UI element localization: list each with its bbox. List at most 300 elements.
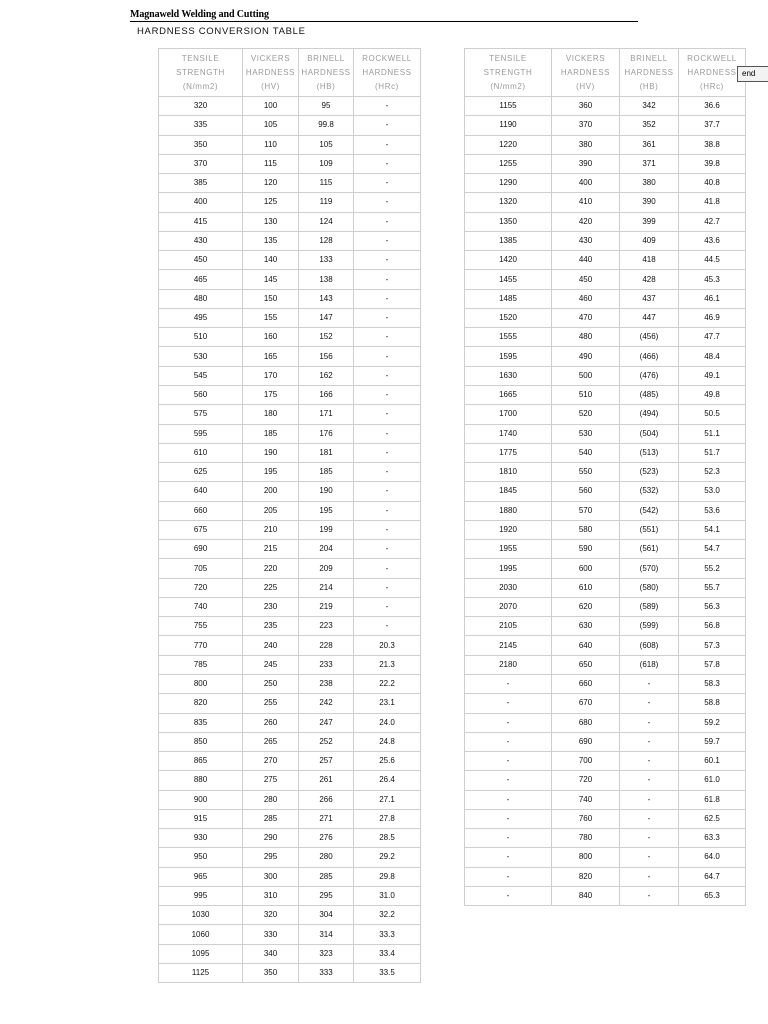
- rockwell-hardness-cell: 54.1: [679, 520, 746, 539]
- vickers-hardness-cell: 100: [243, 97, 299, 116]
- rockwell-hardness-cell: 60.1: [679, 752, 746, 771]
- brinell-hardness-cell: 252: [299, 732, 354, 751]
- header-row: [159, 49, 421, 97]
- brinell-hardness-cell: (494): [620, 405, 679, 424]
- table-row: [465, 578, 746, 597]
- header-line: TENSILE: [181, 53, 220, 63]
- table-row: [159, 193, 421, 212]
- vickers-hardness-cell: 430: [552, 231, 620, 250]
- brinell-hardness-cell: 228: [299, 636, 354, 655]
- tensile-strength-cell: 1125: [159, 963, 243, 982]
- brinell-hardness-cell: 185: [299, 463, 354, 482]
- tensile-strength-cell: 465: [159, 270, 243, 289]
- vickers-hardness-cell: 350: [243, 963, 299, 982]
- table-row: [159, 231, 421, 250]
- vickers-hardness-cell: 225: [243, 578, 299, 597]
- tensile-strength-cell: 545: [159, 366, 243, 385]
- rockwell-hardness-cell: -: [354, 559, 421, 578]
- tensile-strength-cell: 1810: [465, 463, 552, 482]
- table-row: [465, 771, 746, 790]
- tensile-strength-cell: 690: [159, 540, 243, 559]
- vickers-hardness-cell: 240: [243, 636, 299, 655]
- tensile-strength-cell: 495: [159, 308, 243, 327]
- vickers-hardness-cell: 700: [552, 752, 620, 771]
- rockwell-hardness-cell: -: [354, 308, 421, 327]
- tensile-strength-cell: 1190: [465, 116, 552, 135]
- vickers-hardness-cell: 165: [243, 347, 299, 366]
- rockwell-hardness-cell: 58.3: [679, 674, 746, 693]
- rockwell-hardness-cell: -: [354, 347, 421, 366]
- tensile-strength-cell: 900: [159, 790, 243, 809]
- brinell-hardness-cell: (542): [620, 501, 679, 520]
- brinell-hardness-cell: -: [620, 674, 679, 693]
- vickers-hardness-cell: 580: [552, 520, 620, 539]
- vickers-hardness-cell: 340: [243, 944, 299, 963]
- tensile-strength-cell: 755: [159, 617, 243, 636]
- tensile-strength-cell: 1095: [159, 944, 243, 963]
- table-row: [159, 790, 421, 809]
- tensile-strength-cell: -: [465, 771, 552, 790]
- vickers-hardness-cell: 410: [552, 193, 620, 212]
- rockwell-hardness-header: [679, 49, 746, 97]
- rockwell-hardness-cell: 39.8: [679, 154, 746, 173]
- brinell-hardness-cell: 304: [299, 906, 354, 925]
- tensile-strength-cell: 575: [159, 405, 243, 424]
- brinell-hardness-cell: 152: [299, 328, 354, 347]
- table-row: [159, 270, 421, 289]
- rockwell-hardness-cell: -: [354, 597, 421, 616]
- tensile-strength-cell: 2180: [465, 655, 552, 674]
- table-body: [159, 97, 421, 983]
- rockwell-hardness-cell: -: [354, 116, 421, 135]
- rockwell-hardness-cell: -: [354, 174, 421, 193]
- rockwell-hardness-cell: 38.8: [679, 135, 746, 154]
- brinell-hardness-cell: 266: [299, 790, 354, 809]
- brinell-hardness-cell: (580): [620, 578, 679, 597]
- rockwell-hardness-cell: 65.3: [679, 886, 746, 905]
- tensile-strength-cell: -: [465, 790, 552, 809]
- tensile-strength-cell: 610: [159, 443, 243, 462]
- rockwell-hardness-cell: 53.0: [679, 482, 746, 501]
- table-row: [465, 97, 746, 116]
- vickers-hardness-cell: 590: [552, 540, 620, 559]
- brinell-hardness-cell: 128: [299, 231, 354, 250]
- vickers-hardness-cell: 330: [243, 925, 299, 944]
- brinell-hardness-cell: 199: [299, 520, 354, 539]
- brinell-hardness-cell: 314: [299, 925, 354, 944]
- brinell-hardness-cell: -: [620, 694, 679, 713]
- vickers-hardness-cell: 135: [243, 231, 299, 250]
- vickers-hardness-cell: 480: [552, 328, 620, 347]
- vickers-hardness-cell: 400: [552, 174, 620, 193]
- table-row: [159, 617, 421, 636]
- brinell-hardness-cell: -: [620, 771, 679, 790]
- rockwell-hardness-cell: -: [354, 424, 421, 443]
- table-row: [465, 443, 746, 462]
- table-row: [159, 501, 421, 520]
- tensile-strength-cell: 1385: [465, 231, 552, 250]
- table-row: [159, 694, 421, 713]
- brinell-hardness-cell: 95: [299, 97, 354, 116]
- table-row: [465, 251, 746, 270]
- table-row: [465, 655, 746, 674]
- header-line: HARDNESS: [624, 67, 674, 77]
- rockwell-hardness-cell: -: [354, 578, 421, 597]
- brinell-hardness-cell: 171: [299, 405, 354, 424]
- tensile-strength-cell: 370: [159, 154, 243, 173]
- rockwell-hardness-cell: 56.3: [679, 597, 746, 616]
- tensile-strength-cell: 2070: [465, 597, 552, 616]
- rockwell-hardness-cell: 49.8: [679, 385, 746, 404]
- vickers-hardness-cell: 320: [243, 906, 299, 925]
- table-row: [465, 752, 746, 771]
- header-line: (HV): [576, 81, 595, 91]
- brinell-hardness-cell: 437: [620, 289, 679, 308]
- tensile-strength-cell: 1060: [159, 925, 243, 944]
- vickers-hardness-cell: 170: [243, 366, 299, 385]
- table-row: [159, 289, 421, 308]
- brinell-hardness-cell: 371: [620, 154, 679, 173]
- rockwell-hardness-cell: 36.6: [679, 97, 746, 116]
- brinell-hardness-cell: -: [620, 809, 679, 828]
- table-row: [465, 540, 746, 559]
- header-line: (HRc): [375, 81, 399, 91]
- table-row: [465, 347, 746, 366]
- tensile-strength-cell: 480: [159, 289, 243, 308]
- tensile-strength-cell: 2145: [465, 636, 552, 655]
- header-line: ROCKWELL: [362, 53, 412, 63]
- table-row: [465, 732, 746, 751]
- brinell-hardness-cell: 162: [299, 366, 354, 385]
- table-row: [159, 771, 421, 790]
- vickers-hardness-cell: 235: [243, 617, 299, 636]
- rockwell-hardness-cell: 33.5: [354, 963, 421, 982]
- table-row: [465, 848, 746, 867]
- table-row: [465, 790, 746, 809]
- vickers-hardness-cell: 220: [243, 559, 299, 578]
- vickers-hardness-cell: 650: [552, 655, 620, 674]
- table-row: [159, 963, 421, 982]
- rockwell-hardness-cell: 25.6: [354, 752, 421, 771]
- tensile-strength-cell: -: [465, 752, 552, 771]
- header-line: (N/mm2): [182, 81, 219, 91]
- vickers-hardness-cell: 285: [243, 809, 299, 828]
- table-row: [465, 385, 746, 404]
- brinell-hardness-cell: 195: [299, 501, 354, 520]
- table-row: [159, 636, 421, 655]
- rockwell-hardness-cell: 59.2: [679, 713, 746, 732]
- tensile-strength-cell: 950: [159, 848, 243, 867]
- table-row: [465, 617, 746, 636]
- rockwell-hardness-cell: 29.2: [354, 848, 421, 867]
- tensile-strength-cell: 820: [159, 694, 243, 713]
- rockwell-hardness-cell: -: [354, 405, 421, 424]
- brinell-hardness-cell: 119: [299, 193, 354, 212]
- vickers-hardness-cell: 280: [243, 790, 299, 809]
- vickers-hardness-cell: 560: [552, 482, 620, 501]
- rockwell-hardness-cell: 26.4: [354, 771, 421, 790]
- brinell-hardness-cell: 390: [620, 193, 679, 212]
- table-row: [465, 559, 746, 578]
- tensile-strength-cell: -: [465, 694, 552, 713]
- tensile-strength-cell: -: [465, 713, 552, 732]
- brinell-hardness-cell: 133: [299, 251, 354, 270]
- rockwell-hardness-cell: 28.5: [354, 829, 421, 848]
- brinell-hardness-cell: 399: [620, 212, 679, 231]
- table-row: [465, 713, 746, 732]
- table-row: [159, 848, 421, 867]
- tensile-strength-cell: 930: [159, 829, 243, 848]
- rockwell-hardness-cell: -: [354, 617, 421, 636]
- table-row: [465, 154, 746, 173]
- tensile-strength-cell: 1665: [465, 385, 552, 404]
- rockwell-hardness-cell: -: [354, 251, 421, 270]
- rockwell-hardness-cell: 20.3: [354, 636, 421, 655]
- vickers-hardness-cell: 110: [243, 135, 299, 154]
- rockwell-hardness-cell: -: [354, 212, 421, 231]
- brinell-hardness-cell: 361: [620, 135, 679, 154]
- brinell-hardness-cell: 233: [299, 655, 354, 674]
- tensile-strength-cell: 965: [159, 867, 243, 886]
- table-row: [465, 636, 746, 655]
- vickers-hardness-cell: 660: [552, 674, 620, 693]
- vickers-hardness-cell: 125: [243, 193, 299, 212]
- brinell-hardness-cell: 99.8: [299, 116, 354, 135]
- rockwell-hardness-cell: 55.2: [679, 559, 746, 578]
- rockwell-hardness-cell: -: [354, 366, 421, 385]
- rockwell-hardness-cell: 33.4: [354, 944, 421, 963]
- tensile-strength-cell: 450: [159, 251, 243, 270]
- rockwell-hardness-cell: 59.7: [679, 732, 746, 751]
- brinell-hardness-cell: 105: [299, 135, 354, 154]
- brinell-hardness-cell: (523): [620, 463, 679, 482]
- table-row: [159, 944, 421, 963]
- table-row: [465, 212, 746, 231]
- vickers-hardness-cell: 550: [552, 463, 620, 482]
- brinell-hardness-cell: (561): [620, 540, 679, 559]
- table-body: [465, 97, 746, 906]
- rockwell-hardness-cell: 24.0: [354, 713, 421, 732]
- brinell-hardness-cell: -: [620, 752, 679, 771]
- tensile-strength-cell: 1595: [465, 347, 552, 366]
- table-row: [159, 906, 421, 925]
- brinell-hardness-cell: (599): [620, 617, 679, 636]
- vickers-hardness-cell: 570: [552, 501, 620, 520]
- vickers-hardness-cell: 380: [552, 135, 620, 154]
- tensile-strength-cell: 560: [159, 385, 243, 404]
- rockwell-hardness-cell: -: [354, 540, 421, 559]
- table-row: [159, 405, 421, 424]
- rockwell-hardness-cell: 63.3: [679, 829, 746, 848]
- header-row: [465, 49, 746, 97]
- rockwell-hardness-cell: 51.7: [679, 443, 746, 462]
- header-line: BRINELL: [307, 53, 345, 63]
- vickers-hardness-cell: 310: [243, 886, 299, 905]
- vickers-hardness-cell: 540: [552, 443, 620, 462]
- rockwell-hardness-cell: 53.6: [679, 501, 746, 520]
- vickers-hardness-cell: 180: [243, 405, 299, 424]
- rockwell-hardness-cell: 27.8: [354, 809, 421, 828]
- table-row: [465, 829, 746, 848]
- brinell-hardness-cell: 247: [299, 713, 354, 732]
- tensile-strength-cell: 705: [159, 559, 243, 578]
- table-row: [465, 193, 746, 212]
- brinell-hardness-cell: 447: [620, 308, 679, 327]
- brinell-hardness-cell: 219: [299, 597, 354, 616]
- vickers-hardness-cell: 115: [243, 154, 299, 173]
- tensile-strength-cell: 770: [159, 636, 243, 655]
- rockwell-hardness-cell: 57.3: [679, 636, 746, 655]
- brinell-hardness-cell: 138: [299, 270, 354, 289]
- brinell-hardness-cell: 204: [299, 540, 354, 559]
- rockwell-hardness-cell: -: [354, 231, 421, 250]
- vickers-hardness-cell: 155: [243, 308, 299, 327]
- vickers-hardness-cell: 450: [552, 270, 620, 289]
- rockwell-hardness-cell: 46.1: [679, 289, 746, 308]
- table-row: [465, 116, 746, 135]
- tensile-strength-cell: 1485: [465, 289, 552, 308]
- vickers-hardness-cell: 295: [243, 848, 299, 867]
- brinell-hardness-cell: 333: [299, 963, 354, 982]
- vickers-hardness-header: [243, 49, 299, 97]
- vickers-hardness-cell: 205: [243, 501, 299, 520]
- table-row: [159, 308, 421, 327]
- table-row: [159, 809, 421, 828]
- vickers-hardness-cell: 250: [243, 674, 299, 693]
- brinell-hardness-cell: -: [620, 790, 679, 809]
- table-row: [465, 674, 746, 693]
- hardness-table-left: [158, 48, 421, 983]
- brinell-hardness-cell: (504): [620, 424, 679, 443]
- brinell-hardness-cell: 143: [299, 289, 354, 308]
- table-row: [465, 135, 746, 154]
- table-row: [465, 174, 746, 193]
- tensile-strength-cell: 1290: [465, 174, 552, 193]
- vickers-hardness-cell: 185: [243, 424, 299, 443]
- brinell-hardness-cell: 276: [299, 829, 354, 848]
- tensile-strength-cell: 510: [159, 328, 243, 347]
- rockwell-hardness-cell: 32.2: [354, 906, 421, 925]
- header-line: HARDNESS: [687, 67, 737, 77]
- rockwell-hardness-cell: 41.8: [679, 193, 746, 212]
- brinell-hardness-cell: 418: [620, 251, 679, 270]
- vickers-hardness-cell: 500: [552, 366, 620, 385]
- rockwell-hardness-cell: -: [354, 385, 421, 404]
- company-name: Magnaweld Welding and Cutting: [130, 9, 638, 22]
- table-row: [159, 578, 421, 597]
- rockwell-hardness-cell: 64.0: [679, 848, 746, 867]
- tensile-strength-header: [465, 49, 552, 97]
- table-row: [159, 97, 421, 116]
- table-row: [159, 116, 421, 135]
- tensile-strength-cell: 400: [159, 193, 243, 212]
- brinell-hardness-cell: 242: [299, 694, 354, 713]
- rockwell-hardness-cell: 61.0: [679, 771, 746, 790]
- vickers-hardness-cell: 510: [552, 385, 620, 404]
- table-row: [465, 482, 746, 501]
- brinell-hardness-cell: (532): [620, 482, 679, 501]
- brinell-hardness-cell: 124: [299, 212, 354, 231]
- vickers-hardness-cell: 760: [552, 809, 620, 828]
- table-row: [159, 251, 421, 270]
- table-row: [159, 674, 421, 693]
- table-row: [159, 752, 421, 771]
- rockwell-hardness-cell: 31.0: [354, 886, 421, 905]
- header-line: BRINELL: [630, 53, 668, 63]
- tensile-strength-cell: 675: [159, 520, 243, 539]
- tensile-strength-cell: 1220: [465, 135, 552, 154]
- tensile-strength-cell: 415: [159, 212, 243, 231]
- vickers-hardness-cell: 190: [243, 443, 299, 462]
- table-row: [465, 366, 746, 385]
- table-row: [465, 289, 746, 308]
- rockwell-hardness-cell: -: [354, 463, 421, 482]
- brinell-hardness-cell: 115: [299, 174, 354, 193]
- brinell-hardness-cell: (551): [620, 520, 679, 539]
- rockwell-hardness-cell: 37.7: [679, 116, 746, 135]
- tensile-strength-cell: 1255: [465, 154, 552, 173]
- send-button[interactable]: end: [737, 66, 768, 82]
- table-row: [159, 559, 421, 578]
- tensile-strength-cell: 1030: [159, 906, 243, 925]
- brinell-hardness-cell: -: [620, 732, 679, 751]
- tensile-strength-cell: 385: [159, 174, 243, 193]
- table-row: [159, 713, 421, 732]
- vickers-hardness-cell: 520: [552, 405, 620, 424]
- brinell-hardness-cell: 295: [299, 886, 354, 905]
- rockwell-hardness-cell: 58.8: [679, 694, 746, 713]
- header-line: (HV): [261, 81, 280, 91]
- brinell-hardness-cell: 156: [299, 347, 354, 366]
- tensile-strength-cell: 785: [159, 655, 243, 674]
- tensile-strength-cell: -: [465, 867, 552, 886]
- rockwell-hardness-cell: 22.2: [354, 674, 421, 693]
- rockwell-hardness-cell: 44.5: [679, 251, 746, 270]
- tensile-strength-cell: 995: [159, 886, 243, 905]
- rockwell-hardness-cell: 54.7: [679, 540, 746, 559]
- brinell-hardness-cell: (456): [620, 328, 679, 347]
- tensile-strength-cell: 1555: [465, 328, 552, 347]
- tensile-strength-cell: 1880: [465, 501, 552, 520]
- vickers-hardness-cell: 530: [552, 424, 620, 443]
- brinell-hardness-cell: (589): [620, 597, 679, 616]
- rockwell-hardness-cell: 42.7: [679, 212, 746, 231]
- header-line: HARDNESS: [245, 67, 296, 77]
- tensile-strength-cell: 835: [159, 713, 243, 732]
- vickers-hardness-cell: 270: [243, 752, 299, 771]
- tensile-strength-cell: 2105: [465, 617, 552, 636]
- tensile-strength-header: [159, 49, 243, 97]
- rockwell-hardness-cell: -: [354, 501, 421, 520]
- table-row: [159, 174, 421, 193]
- rockwell-hardness-cell: 56.8: [679, 617, 746, 636]
- rockwell-hardness-cell: 52.3: [679, 463, 746, 482]
- brinell-hardness-cell: -: [620, 886, 679, 905]
- vickers-hardness-header: [552, 49, 620, 97]
- vickers-hardness-cell: 420: [552, 212, 620, 231]
- tensile-strength-cell: 1455: [465, 270, 552, 289]
- brinell-hardness-cell: 176: [299, 424, 354, 443]
- table-row: [465, 424, 746, 443]
- vickers-hardness-cell: 740: [552, 790, 620, 809]
- brinell-hardness-cell: 428: [620, 270, 679, 289]
- header-line: HARDNESS: [301, 67, 351, 77]
- brinell-hardness-cell: 285: [299, 867, 354, 886]
- tensile-strength-cell: 1920: [465, 520, 552, 539]
- header-line: (HRc): [700, 81, 724, 91]
- header-line: (HB): [316, 81, 336, 91]
- vickers-hardness-cell: 230: [243, 597, 299, 616]
